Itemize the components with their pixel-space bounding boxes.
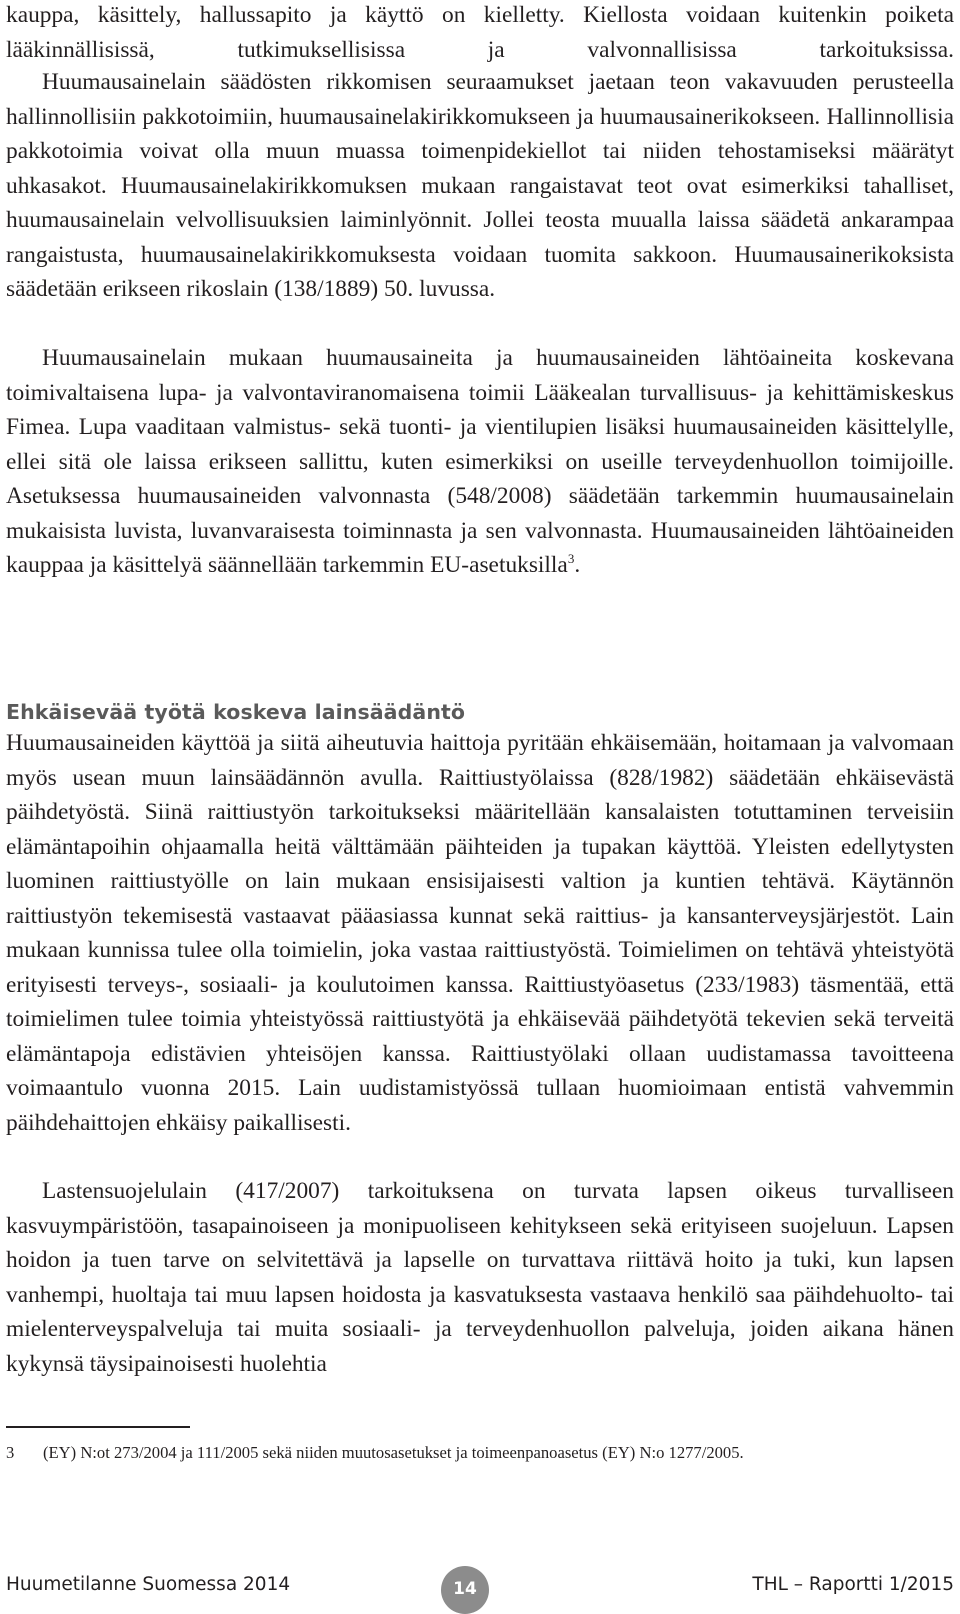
paragraph-1: kauppa, käsittely, hallussapito ja käyttö on kielletty. Kiellosta voidaan kuitenkin poiketa lääkinnällisissä, tutkimuksellisissa ja valvonnallisissa tarkoituksissa. — [6, 2, 954, 63]
section-heading: Ehkäisevää työtä koskeva lainsäädäntö — [6, 700, 466, 724]
footnote-number: 3 — [6, 1443, 15, 1462]
page-number-badge: 14 — [441, 1566, 489, 1614]
footnote-text: (EY) N:ot 273/2004 ja 111/2005 sekä niiden muutosasetukset ja toimeenpanoasetus (EY) N:o 1277/2005. — [43, 1443, 744, 1462]
footnote — [6, 1440, 954, 1466]
footer-report-id: THL – Raportti 1/2015 — [752, 1574, 954, 1595]
footnote-divider — [6, 1426, 190, 1428]
paragraph-5: Lastensuojelulain (417/2007) tarkoituksena on turvata lapsen oikeus turvalliseen kasvuympäristöön, tasapainoiseen ja monipuoliseen kehitykseen sekä erityiseen suojeluun. Lapsen hoidon ja tuen tarve on selvitettävä ja lapselle on turvattava riittävä hoito ja tuki, kun lapsen vanhempi, huoltaja tai muu lapsen hoidosta ja kasvatuksesta vastaava henkilö saa päihdehuolto- tai mielenterveyspalveluja tai muita sosiaali- ja terveydenhuollon palveluja, joiden aikana hänen kykynsä täysipainoisesti huolehtia — [6, 1178, 954, 1377]
paragraph-4: Huumausaineiden käyttöä ja siitä aiheutuvia haittoja pyritään ehkäisemään, hoitamaan ja valvomaan myös usean muun lainsäädännön avulla. Raittiustyölaissa (828/1982) säädetään ehkäisevästä päihdetyöstä. Siinä raittiustyön tarkoitukseksi määritellään kansalaisten totuttaminen terveisiin elämäntapoihin ohjaamalla heitä välttämään päihteiden ja tupakan käyttöä. Yleisten edellytysten luominen raittiustyölle on lain mukaan ensisijaisesti valtion ja kuntien tehtävä. Käytännön raittiustyön tekemisestä vastaavat pääasiassa kunnat sekä raittius- ja kansanterveysjärjestöt. Lain mukaan kunnissa tulee olla toimielin, joka vastaa raittiustyöstä. Toimielimen on tehtävä yhteistyötä erityisesti terveys-, sosiaali- ja koulutoimen kanssa. Raittiustyöasetus (233/1983) täsmentää, että toimielimen tulee toimia yhteistyössä raittiustyötä ja ehkäisevää päihdetyötä tekevien sekä terveitä elämäntapoja edistävien yhteisöjen kanssa. Raittiustyölaki ollaan uudistamassa tavoitteena voimaantulo vuonna 2015. Lain uudistamistyössä tullaan huomioimaan entistä vahvemmin päihdehaittojen ehkäisy paikallisesti. — [6, 730, 954, 1136]
paragraph-3 — [6, 341, 954, 583]
footnote-reference: 3 — [567, 551, 575, 566]
paragraph-2: Huumausainelain säädösten rikkomisen seuraamukset jaetaan teon vakavuuden perusteella hallinnollisiin pakkotoimiin, huumausainelakirikkomukseen ja huumausainerikokseen. Hallinnollisia pakkotoimia voivat olla muun muassa toimenpidekiellot tai niiden tehostamiseksi määrätyt uhkasakot. Huumausainelakirikkomuksen mukaan rangaistavat teot ovat esimerkiksi tahalliset, huumausainelain velvollisuuksien laiminlyönnit. Jollei teosta muualla laissa säädetä ankarampaa rangaistusta, huumausainelakirikkomuksesta voidaan tuomita sakkoon. Huumausainerikoksista säädetään erikseen rikoslain (138/1889) 50. luvussa. — [6, 69, 954, 302]
footer-publication-title: Huumetilanne Suomessa 2014 — [6, 1574, 291, 1595]
paragraph-3-end: . — [574, 552, 581, 578]
paragraph-3-text: Huumausainelain mukaan huumausaineita ja huumausaineiden lähtöaineita koskevana toimivaltaisena lupa- ja valvontaviranomaisena toimii Lääkealan turvallisuus- ja kehittämiskeskus Fimea. Lupa vaaditaan valmistus- sekä tuonti- ja vientilupien lisäksi huumausaineiden käsittelylle, ellei sitä ole laissa erikseen sallittu, kuten esimerkiksi on useille terveydenhuollon toimijoille. Asetuksessa huumausaineiden valvonnasta (548/2008) säädetään tarkemmin huumausainelain mukaisista luvista, luvanvaraisesta toiminnasta ja sen valvonnasta. Huumausaineiden lähtöaineiden kauppaa ja käsittelyä säännellään tarkemmin EU-asetuksilla — [6, 345, 954, 578]
